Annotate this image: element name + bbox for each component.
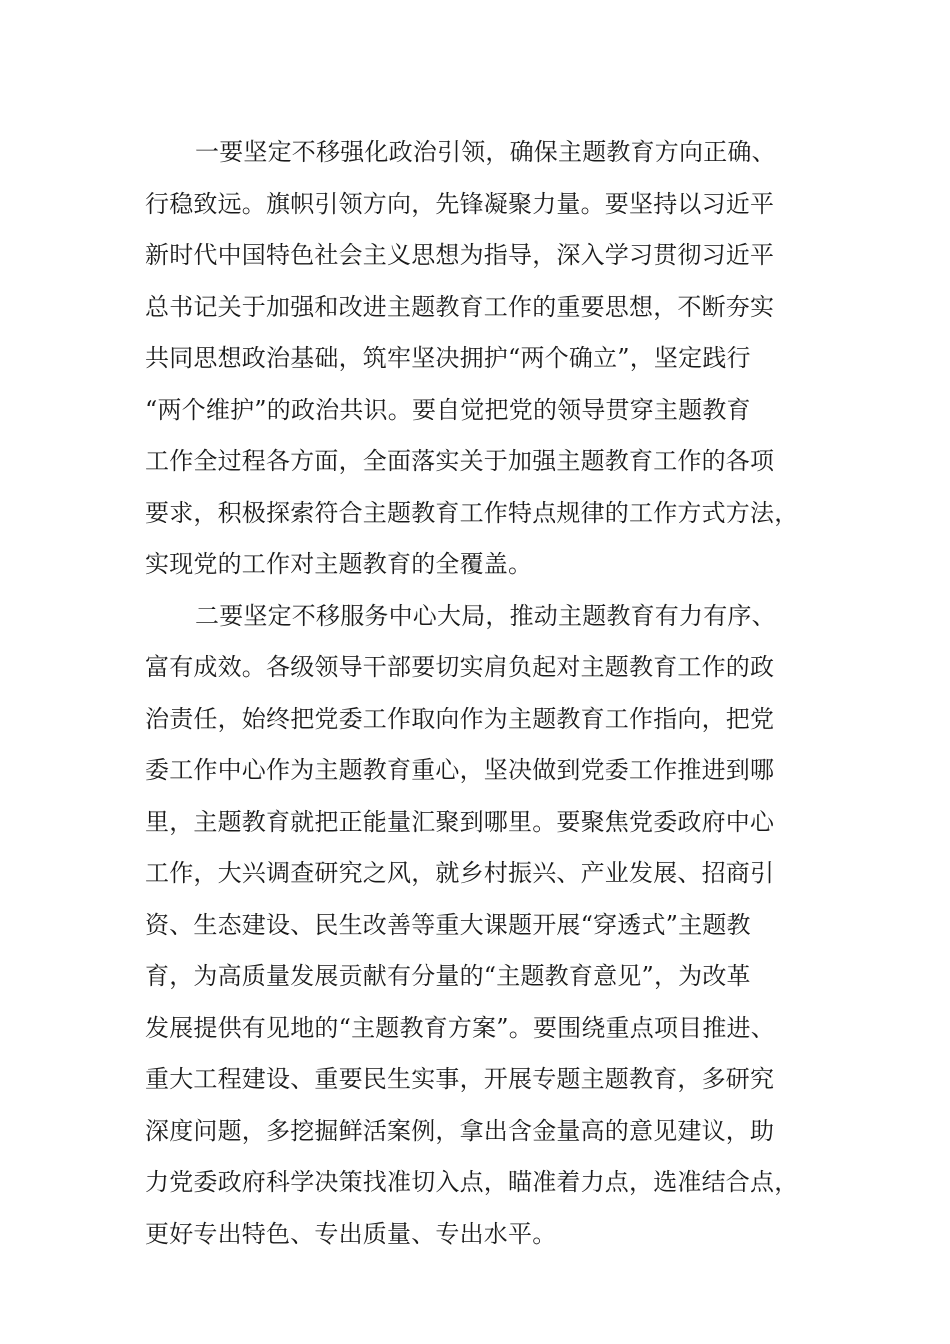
document-page	[145, 127, 805, 1260]
paragraph-line: 二要坚定不移服务中心大局，推动主题教育有力有序、	[195, 601, 776, 630]
paragraph-line: 新时代中国特色社会主义思想为指导，深入学习贯彻习近平	[145, 241, 775, 269]
paragraph-line: 发展提供有见地的“主题教育方案”。要围绕重点项目推进、	[145, 1013, 775, 1042]
paragraph-line: 育，为高质量发展贡献有分量的“主题教育意见”，为改革	[145, 962, 751, 990]
paragraph-line: 富有成效。各级领导干部要切实肩负起对主题教育工作的政	[145, 653, 775, 681]
paragraph-line: 更好专出特色、专出质量、专出水平。	[145, 1219, 557, 1248]
paragraph-line: 深度问题，多挖掘鲜活案例，拿出含金量高的意见建议，助	[145, 1116, 775, 1145]
paragraph-line: 总书记关于加强和改进主题教育工作的重要思想，不断夯实	[145, 292, 775, 321]
paragraph-line: 工作全过程各方面，全面落实关于加强主题教育工作的各项	[145, 447, 775, 475]
paragraph-line: 治责任，始终把党委工作取向作为主题教育工作指向，把党	[145, 704, 775, 733]
paragraph-line: 工作，大兴调查研究之风，就乡村振兴、产业发展、招商引	[145, 859, 775, 887]
paragraph-line: 共同思想政治基础，筑牢坚决拥护“两个确立”，坚定践行	[145, 344, 751, 372]
paragraph-1	[145, 127, 805, 591]
paragraph-line: 实现党的工作对主题教育的全覆盖。	[145, 550, 533, 578]
paragraph-line: “两个维护”的政治共识。要自觉把党的领导贯穿主题教育	[145, 395, 751, 424]
paragraph-line: 一要坚定不移强化政治引领，确保主题教育方向正确、	[195, 138, 776, 166]
paragraph-line: 要求，积极探索符合主题教育工作特点规律的工作方式方法，	[145, 498, 799, 527]
paragraph-line: 行稳致远。旗帜引领方向，先锋凝聚力量。要坚持以习近平	[145, 189, 775, 218]
paragraph-line: 里，主题教育就把正能量汇聚到哪里。要聚焦党委政府中心	[145, 807, 775, 836]
paragraph-2	[145, 591, 805, 1261]
paragraph-line: 委工作中心作为主题教育重心，坚决做到党委工作推进到哪	[145, 756, 775, 784]
paragraph-line: 资、生态建设、民生改善等重大课题开展“穿透式”主题教	[145, 910, 751, 939]
paragraph-line: 重大工程建设、重要民生实事，开展专题主题教育，多研究	[145, 1065, 775, 1093]
paragraph-line: 力党委政府科学决策找准切入点，瞄准着力点，选准结合点，	[145, 1168, 799, 1196]
